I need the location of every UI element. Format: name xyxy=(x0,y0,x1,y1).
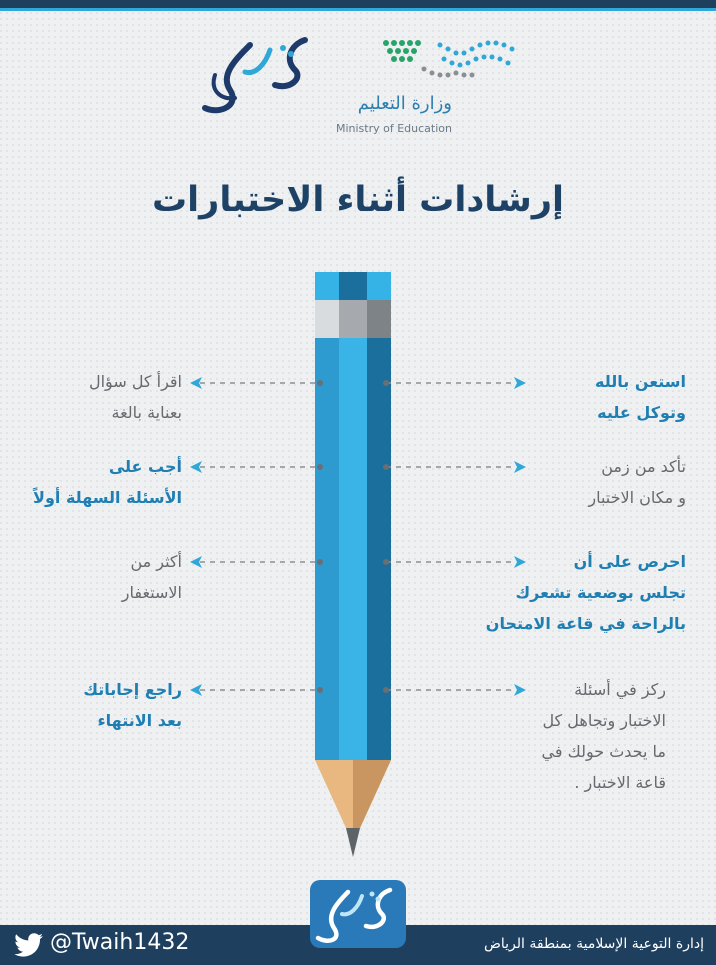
tip-right-4: ركز في أسئلة الاختبار وتجاهل كل ما يحدث حولك في قاعة الاختبار . xyxy=(541,680,666,792)
footer-tawiya-logo xyxy=(310,880,406,948)
org-name: إدارة التوعية الإسلامية بمنطقة الرياض xyxy=(483,936,704,952)
page-title: إرشادات أثناء الاختبارات xyxy=(152,180,564,220)
twitter-handle[interactable]: @Twaih1432 xyxy=(50,930,190,955)
tip-right-1: استعن بالله وتوكل عليه xyxy=(594,372,686,422)
tip-right-2: تأكد من زمن و مكان الاختبار xyxy=(588,457,686,507)
tip-left-1: اقرأ كل سؤال بعناية بالغة xyxy=(88,372,182,422)
arrow-right-icon xyxy=(514,377,526,389)
ministry-name-en: Ministry of Education xyxy=(335,122,452,135)
arrow-right-icon xyxy=(514,684,526,696)
tip-left-3: أكثر من الاستغفار xyxy=(121,552,182,602)
tip-right-3: احرص على أن تجلس بوضعية تشعرك بالراحة في قاعة الامتحان xyxy=(485,552,686,633)
tip-left-2: أجب على الأسئلة السهلة أولاً xyxy=(33,457,182,507)
tip-left-4: راجع إجاباتك بعد الانتهاء xyxy=(83,680,182,730)
arrow-right-icon xyxy=(514,461,526,473)
ministry-name-ar: وزارة التعليم xyxy=(357,93,452,114)
twitter-icon[interactable] xyxy=(14,933,44,957)
